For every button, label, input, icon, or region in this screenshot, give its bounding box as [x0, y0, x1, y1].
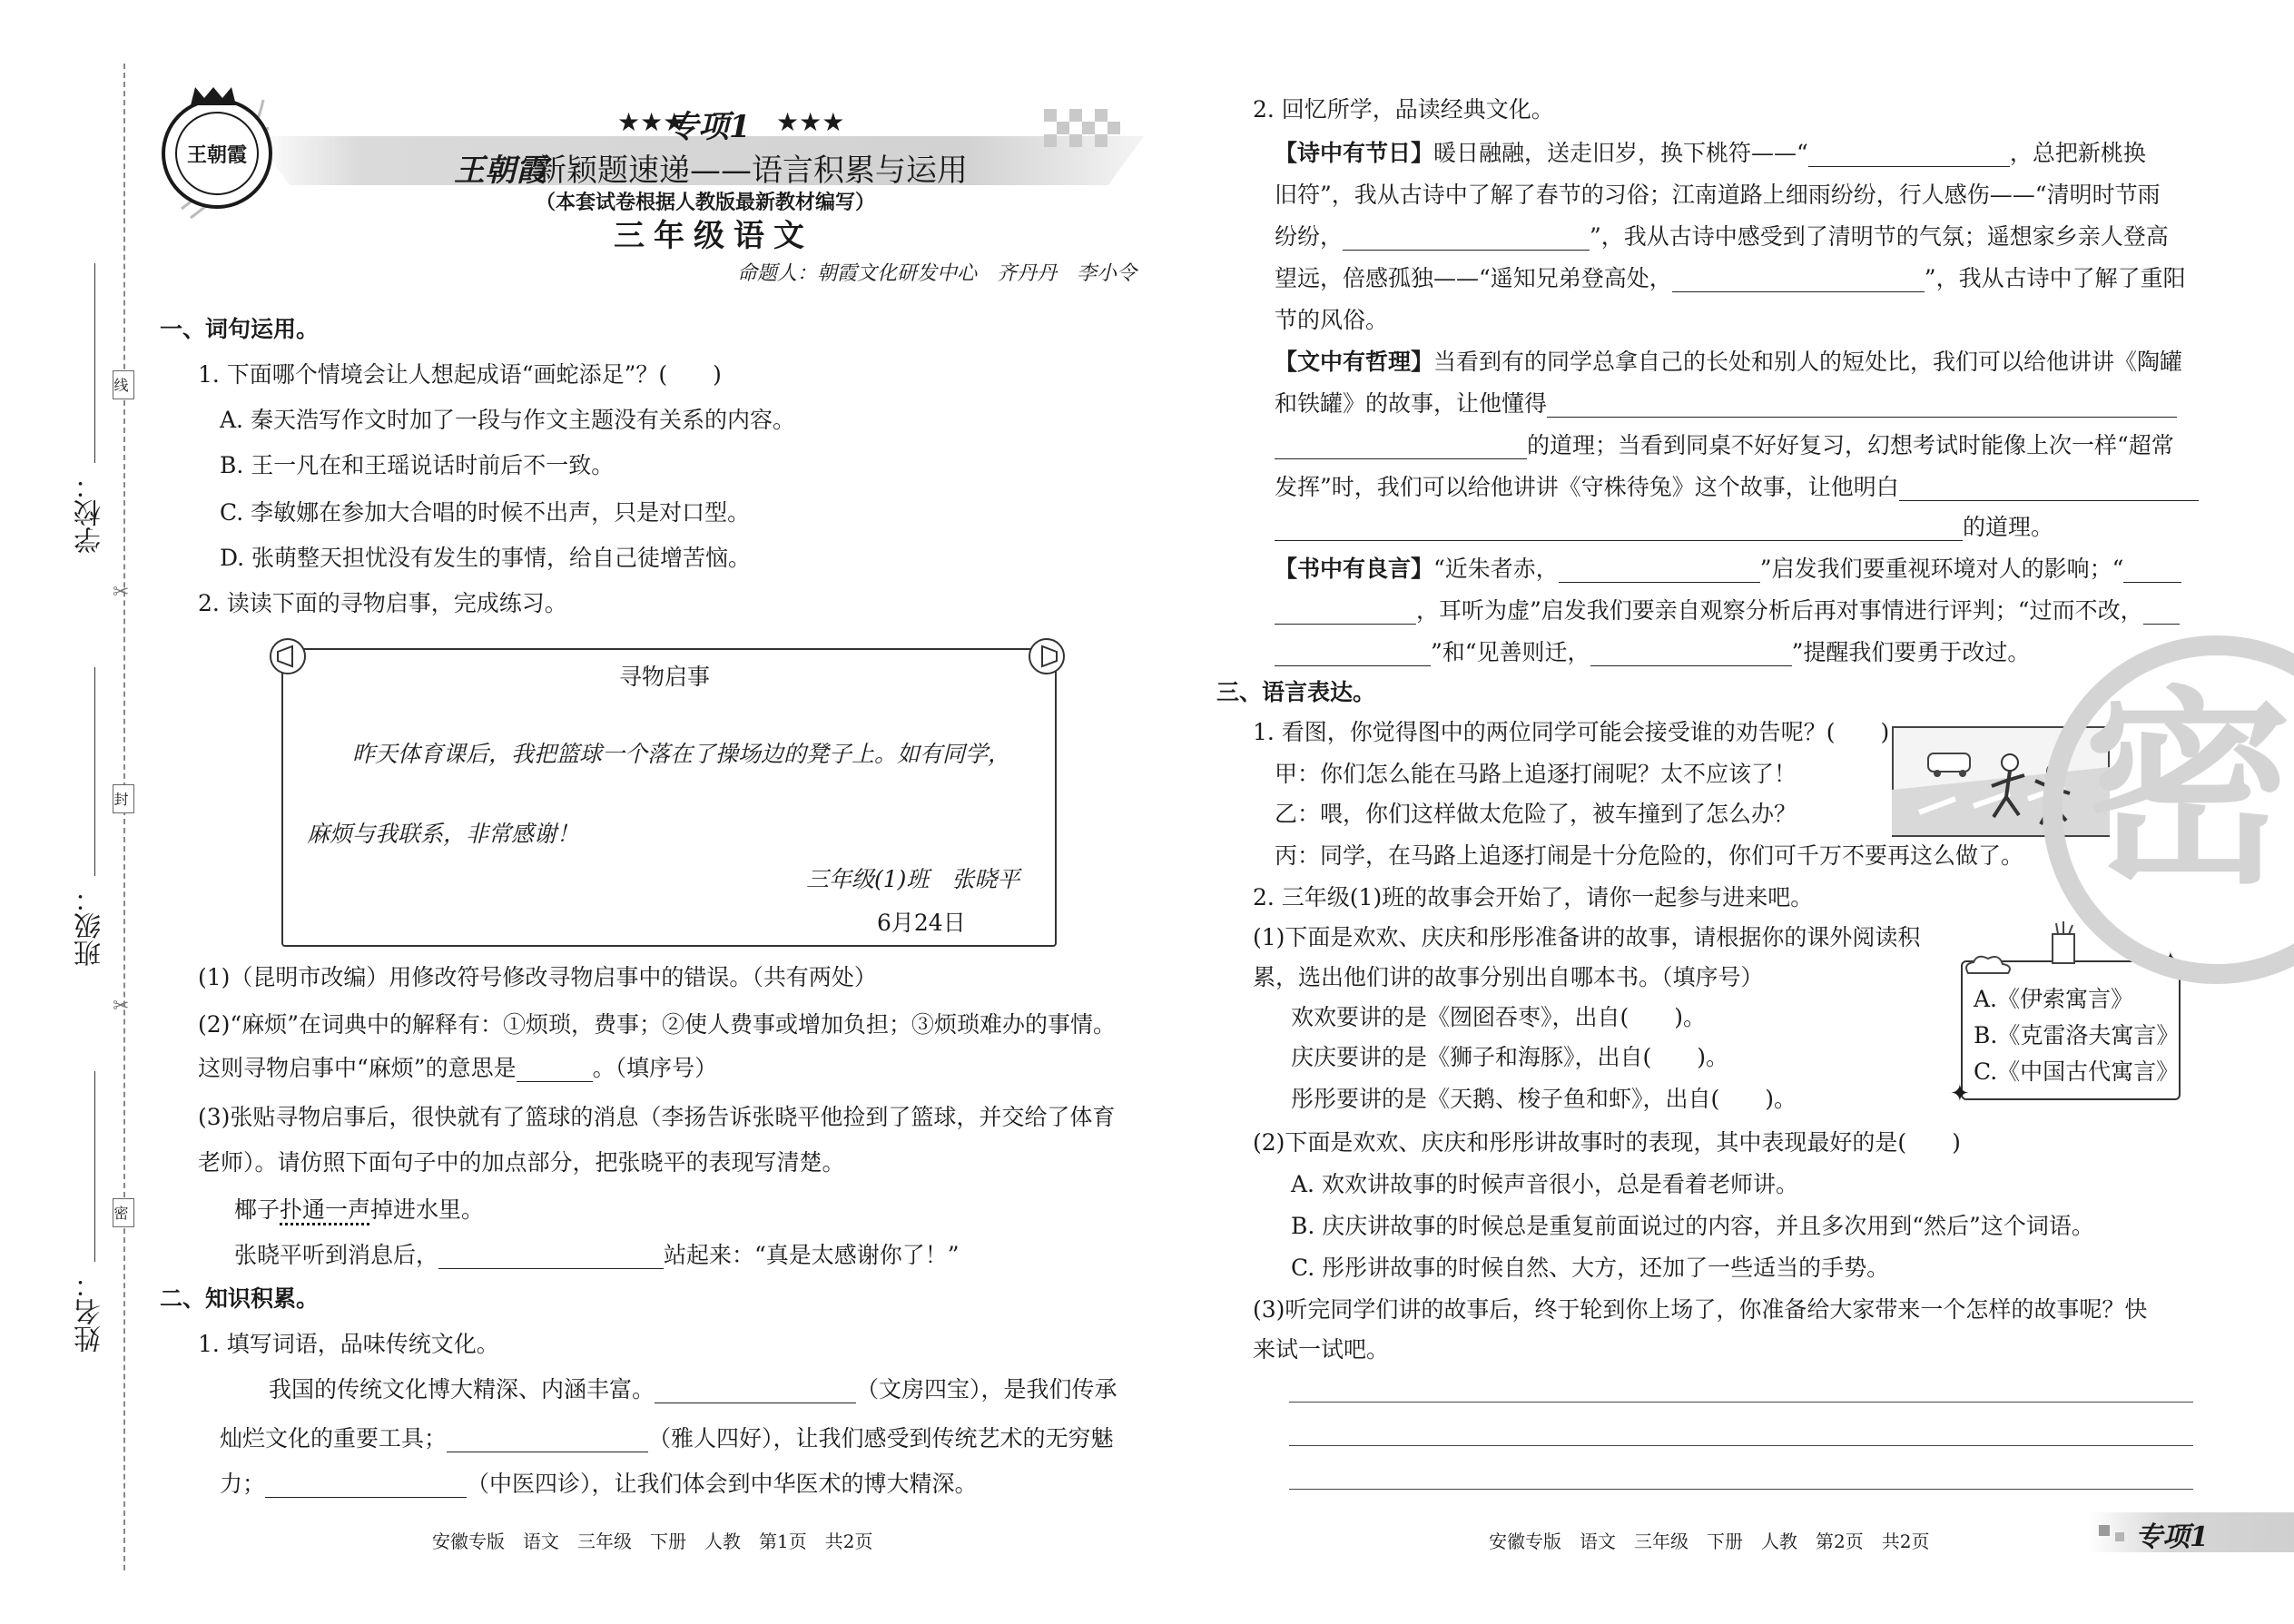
checker-decoration [1044, 109, 1135, 163]
b3-mid: ”和“见善则迁， [1431, 639, 1590, 665]
poem-line2: 旧符”，我从古诗中了解了春节的习俗；江南道路上细雨纷纷，行人感伤——“清明时节雨 [1275, 182, 2161, 208]
sub2b-post: 。（填序号） [592, 1055, 718, 1081]
q2-sub3b: 老师）。请仿照下面句子中的加点部分，把张晓平的表现写清楚。 [198, 1149, 845, 1176]
t2-pre: 和铁罐》的故事，让他懂得 [1275, 390, 1548, 417]
book-option-c: C.《中国古代寓言》 [1974, 1058, 2180, 1085]
corner-series-label: 专项1 [2135, 1521, 2209, 1553]
l3-pre: 力； [220, 1471, 266, 1497]
book-line1 [1275, 556, 2181, 583]
l2-pre: 灿烂文化的重要工具； [220, 1425, 448, 1452]
poem-line1 [1275, 140, 2146, 167]
story-qingqing: 庆庆要讲的是《狮子和海豚》，出自( )。 [1291, 1044, 1729, 1070]
b1-pre: “近朱者赤， [1433, 556, 1559, 582]
series-stars-left: ★★★ [617, 107, 686, 137]
binding-mark-line: 线 [113, 370, 134, 399]
scissors-icon: ✂ [113, 581, 130, 604]
text-line4 [1275, 474, 2199, 501]
text-line5 [1275, 514, 2053, 541]
answer-post: 站起来：“真是太感谢你了！” [664, 1242, 960, 1268]
megaphone-icon [267, 635, 309, 677]
k-q1-line3 [220, 1471, 978, 1498]
blank-proverb-4[interactable] [1590, 644, 1792, 666]
k-q1-line1 [269, 1376, 1117, 1403]
answer-blank[interactable] [438, 1246, 664, 1269]
q2-sub2a: (2)“麻烦”在词典中的解释有：①烦琐，费事；②使人费事或增加负担；③烦琐难办的事情。 [198, 1011, 1116, 1038]
k-q1-line2 [220, 1425, 1114, 1452]
advice-bing[interactable]: 丙：同学，在马路上追逐打闹是十分危险的，你们可千万不要再这么做了。 [1275, 842, 2024, 869]
q1-option-a[interactable]: A. 秦天浩写作文时加了一段与作文主题没有关系的内容。 [220, 407, 795, 433]
p4-post: ”，我从古诗中了解了重阳 [1924, 265, 2186, 291]
e-s2: (2)下面是欢欢、庆庆和彤彤讲故事时的表现，其中表现最好的是( ) [1253, 1129, 1961, 1156]
q1-option-d[interactable]: D. 张萌整天担忧没有发生的事情，给自己徒增苦恼。 [220, 545, 752, 571]
book-option-b: B.《克雷洛夫寓言》 [1974, 1022, 2180, 1048]
e-s1b: 累，选出他们讲的故事分别出自哪本书。（填序号） [1253, 964, 1764, 990]
t3-post: 的道理；当看到同桌不好好复习，幻想考试时能像上次一样“超常 [1527, 432, 2174, 458]
b2-post: ，耳听为虚”启发我们要亲自观察分析后再对事情进行评判；“过而不改， [1416, 597, 2143, 624]
perf-option-a[interactable]: A. 欢欢讲故事的时候声音很小，总是看着老师讲。 [1291, 1171, 1798, 1197]
class-field[interactable] [94, 667, 95, 876]
notice-body-2: 麻烦与我联系，非常感谢！ [307, 821, 580, 847]
authors: 命题人：朝霞文化研发中心 齐丹丹 李小令 [737, 262, 1137, 285]
l3-post: （中医四诊），让我们体会到中华医术的博大精深。 [467, 1471, 978, 1497]
logo-text: 王朝霞 [175, 112, 259, 195]
star-icon: ✦ [2161, 948, 2181, 975]
school-label: 学校： [74, 472, 106, 554]
l1-post: （文房四宝），是我们传承 [856, 1376, 1117, 1403]
section-2-heading: 二、知识积累。 [160, 1285, 320, 1312]
star-icon: ✦ [1950, 1080, 1970, 1107]
notice-signature: 三年级(1)班 张晓平 [806, 866, 1020, 892]
class-label: 班级： [74, 885, 106, 967]
book-tag: 【书中有良言】 [1275, 556, 1434, 582]
poem-line3 [1275, 223, 2169, 251]
writing-line[interactable] [1289, 1445, 2193, 1446]
p1-pre: 暖日融融，送走旧岁，换下桃符——“ [1433, 140, 1808, 166]
document-title: 新颖题速递——语言积累与运用 [536, 153, 968, 189]
school-field[interactable] [94, 263, 95, 463]
megaphone-icon [1026, 635, 1068, 677]
blank-pottery-lesson[interactable] [1547, 395, 2177, 418]
brand-logo [162, 98, 272, 209]
q2-sub1: (1)（昆明市改编）用修改符号修改寻物启事中的错误。（共有两处） [198, 964, 877, 990]
t1: 当看到有的同学总拿自己的长处和别人的短处比，我们可以给他讲讲《陶罐 [1433, 349, 2183, 375]
t4-pre: 发挥”时，我们可以给他讲讲《守株待兔》这个故事，让他明白 [1275, 474, 1899, 500]
section-3-heading: 三、语言表达。 [1216, 679, 1376, 705]
blank-spring-poem[interactable] [1808, 144, 2010, 167]
text-line1 [1275, 349, 2182, 376]
binding-dotted-line [123, 64, 125, 1570]
book-line3 [1275, 639, 2030, 666]
example-post: 掉进水里。 [370, 1196, 485, 1223]
footer-left: 安徽专版 语文 三年级 下册 人教 第1页 共2页 [432, 1530, 873, 1552]
lost-notice-box [281, 648, 1057, 947]
k-q2-stem: 2. 回忆所学，品读经典文化。 [1253, 96, 1554, 123]
notice-date: 6月24日 [877, 910, 966, 936]
sub2b-pre: 这则寻物启事中“麻烦”的意思是 [198, 1055, 517, 1081]
scissors-icon: ✂ [113, 995, 130, 1018]
k-q1-stem: 1. 填写词语，品味传统文化。 [198, 1331, 499, 1357]
binding-mark-secret: 密 [113, 1198, 134, 1227]
advice-jia[interactable]: 甲：你们怎么能在马路上追逐打闹呢？太不应该了！ [1275, 761, 1797, 787]
writing-line[interactable] [1289, 1489, 2193, 1490]
blank-proverb-2-cont[interactable] [1275, 602, 1416, 625]
advice-yi[interactable]: 乙：喂，你们这样做太危险了，被车撞到了怎么办？ [1275, 801, 1797, 827]
binding-mark-seal: 封 [113, 784, 134, 813]
blank-rabbit-lesson[interactable] [1899, 478, 2199, 501]
q2-answer-line [234, 1242, 960, 1269]
book-line2 [1275, 597, 2180, 625]
blank-proverb-3[interactable] [2143, 602, 2180, 625]
blank-chongyang-poem[interactable] [1672, 270, 1925, 292]
text-line3 [1275, 432, 2174, 459]
e-s3a: (3)听完同学们讲的故事后，终于轮到你上场了，你准备给大家带来一个怎样的故事呢？快 [1253, 1296, 2148, 1323]
b1-mid: ”启发我们要重视环境对人的影响；“ [1759, 556, 2124, 582]
blank-qingming-poem[interactable] [1343, 228, 1590, 251]
blank-proverb-2[interactable] [2123, 560, 2181, 583]
section-1-heading: 一、词句运用。 [160, 316, 320, 342]
story-huanhuan: 欢欢要讲的是《囫囵吞枣》，出自( )。 [1291, 1004, 1707, 1030]
name-label: 姓名： [74, 1271, 106, 1353]
perf-option-c[interactable]: C. 彤彤讲故事的时候自然、大方，还加了一些适当的手势。 [1291, 1255, 1890, 1281]
blank-proverb-1[interactable] [1559, 560, 1760, 583]
brand-name: 王朝霞 [454, 153, 546, 189]
edition-note: （本套试卷根据人教版最新教材编写） [536, 191, 876, 214]
seal-character: 密 [2083, 667, 2293, 912]
blank-rabbit-lesson-cont[interactable] [1275, 518, 1963, 541]
pencil-cup-icon [2047, 921, 2083, 967]
poem-tag: 【诗中有节日】 [1275, 140, 1434, 166]
story-tongtong: 彤彤要讲的是《天鹅、梭子鱼和虾》，出自( )。 [1291, 1086, 1797, 1112]
book-option-a: A.《伊索寓言》 [1974, 986, 2134, 1012]
perf-option-b[interactable]: B. 庆庆讲故事的时候总是重复前面说过的内容，并且多次用到“然后”这个词语。 [1291, 1213, 2094, 1239]
b3-post: ”提醒我们要勇于改过。 [1791, 639, 2031, 665]
p1-post: ，总把新桃换 [2009, 140, 2146, 166]
corner-square [2115, 1532, 2124, 1541]
example-dotted: 扑通一声 [280, 1196, 371, 1223]
poem-line4 [1275, 265, 2186, 292]
series-stars-right: ★★★ [776, 107, 845, 137]
q2-example [234, 1196, 484, 1224]
example-pre: 椰子 [234, 1196, 281, 1223]
e-s1a: (1)下面是欢欢、庆庆和彤彤准备讲的故事，请根据你的课外阅读积 [1253, 924, 1921, 950]
notice-body-1: 昨天体育课后，我把篮球一个落在了操场边的凳子上。如有同学， [352, 741, 1011, 767]
answer-pre: 张晓平听到消息后， [234, 1242, 439, 1268]
cloud-icon [1961, 951, 2015, 979]
writing-line[interactable] [1289, 1402, 2193, 1403]
t5-post: 的道理。 [1963, 514, 2054, 540]
notice-title: 寻物启事 [619, 664, 711, 690]
l1-pre: 我国的传统文化博大精深、内涵丰富。 [269, 1376, 655, 1403]
e-q2-stem: 2. 三年级(1)班的故事会开始了，请你一起参与进来吧。 [1253, 884, 1814, 910]
footer-right: 安徽专版 语文 三年级 下册 人教 第2页 共2页 [1489, 1530, 1930, 1552]
q1-stem: 1. 下面哪个情境会让人想起成语“画蛇添足”？( ) [198, 361, 722, 388]
l2-post: （雅人四好），让我们感受到传统艺术的无穷魅 [648, 1425, 1114, 1452]
q2-sub3a: (3)张贴寻物启事后，很快就有了篮球的消息（李扬告诉张晓平他捡到了篮球，并交给了体育 [198, 1104, 1116, 1130]
name-field[interactable] [94, 1071, 95, 1262]
p3-post: ”，我从古诗中感受到了清明节的气氛；遥想家乡亲人登高 [1590, 223, 2169, 250]
series-label: 专项1 [667, 109, 751, 145]
blank-four-arts[interactable] [447, 1430, 648, 1452]
e-q1-stem: 1. 看图，你觉得图中的两位同学可能会接受谁的劝告呢？( ) [1253, 719, 1890, 745]
p3-pre: 纷纷， [1275, 223, 1344, 250]
crown-icon [191, 87, 236, 105]
poem-line5: 节的风俗。 [1275, 307, 1389, 333]
blank-four-treasures[interactable] [655, 1381, 856, 1403]
text-line2 [1275, 390, 2177, 418]
q1-option-b[interactable]: B. 王一凡在和王瑶说话时前后不一致。 [220, 452, 615, 478]
e-s3b: 来试一试吧。 [1253, 1336, 1390, 1363]
subject-title: 三年级语文 [614, 218, 813, 254]
sub2b-blank[interactable] [517, 1059, 593, 1082]
p4-pre: 望远，倍感孤独——“遥知兄弟登高处， [1275, 265, 1672, 291]
q2-sub2b [198, 1055, 717, 1082]
blank-proverb-3-cont[interactable] [1275, 644, 1431, 666]
blank-pottery-lesson-cont[interactable] [1275, 437, 1527, 459]
q2-stem: 2. 读读下面的寻物启事，完成练习。 [198, 590, 567, 616]
q1-option-c[interactable]: C. 李敏娜在参加大合唱的时候不出声，只是对口型。 [220, 499, 751, 526]
corner-square [2099, 1525, 2110, 1536]
blank-four-diagnostics[interactable] [265, 1475, 467, 1498]
text-tag: 【文中有哲理】 [1275, 349, 1434, 375]
